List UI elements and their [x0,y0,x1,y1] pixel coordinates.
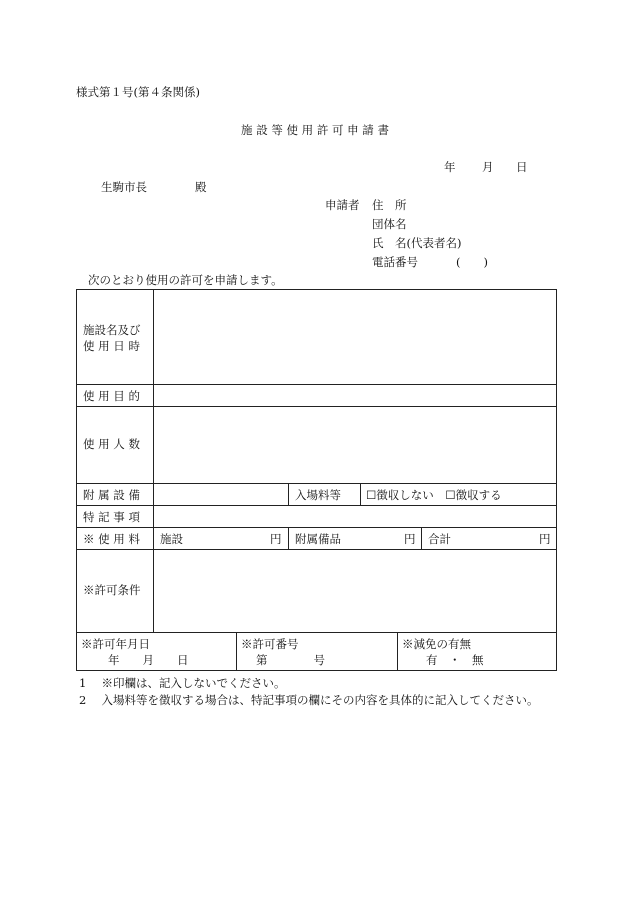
fee-label: ※ 使 用 料 [83,532,140,546]
fee-equipment-yen: 円 [404,532,416,546]
exemption-value: 有 ・ 無 [426,653,484,667]
applicant-phone-paren: ( ) [456,255,488,269]
intro-text: 次のとおり使用の許可を申請します。 [88,273,283,287]
conditions-label: ※許可条件 [83,583,141,597]
fee-total-yen: 円 [539,532,551,546]
permit-date-value: 年 月 日 [108,653,189,667]
applicant-label: 申請者 [325,198,360,212]
fee-facility-yen: 円 [270,532,282,546]
purpose-label: 使 用 目 的 [83,389,140,403]
special-label: 特 記 事 項 [83,510,140,524]
note-1: 1 ※印欄は、記入しないでください。 [79,676,286,690]
form-title: 施 設 等 使 用 許 可 申 請 書 [241,123,389,137]
equipment-label: 附 属 設 備 [83,488,140,502]
permit-number-value: 第 号 [256,653,325,667]
date-year: 年 [444,160,456,174]
date-month: 月 [482,160,494,174]
note-2: 2 入場料等を徴収する場合は、特記事項の欄にその内容を具体的に記入してください。 [79,693,539,707]
admission-options[interactable]: ☐徴収しない ☐徴収する [366,488,502,502]
fee-total-label: 合計 [428,532,451,546]
form-number: 様式第１号(第４条関係) [76,85,200,99]
fee-facility-label: 施設 [160,532,183,546]
addressee-name: 生駒市長 [101,180,147,194]
admission-label: 入場料等 [295,488,341,502]
permit-number-label: ※許可番号 [241,637,299,651]
applicant-address: 住 所 [372,198,407,212]
fee-equipment-label: 附属備品 [295,532,341,546]
date-day: 日 [516,160,528,174]
addressee-honorific: 殿 [195,180,207,194]
applicant-phone: 電話番号 [372,255,418,269]
facility-name-label-2: 使 用 日 時 [83,339,140,353]
people-label: 使 用 人 数 [83,437,140,451]
exemption-label: ※減免の有無 [402,637,471,651]
applicant-name: 氏 名(代表者名) [372,236,462,250]
applicant-group: 団体名 [372,217,407,231]
facility-name-label-1: 施設名及び [83,323,141,337]
permit-date-label: ※許可年月日 [81,637,150,651]
